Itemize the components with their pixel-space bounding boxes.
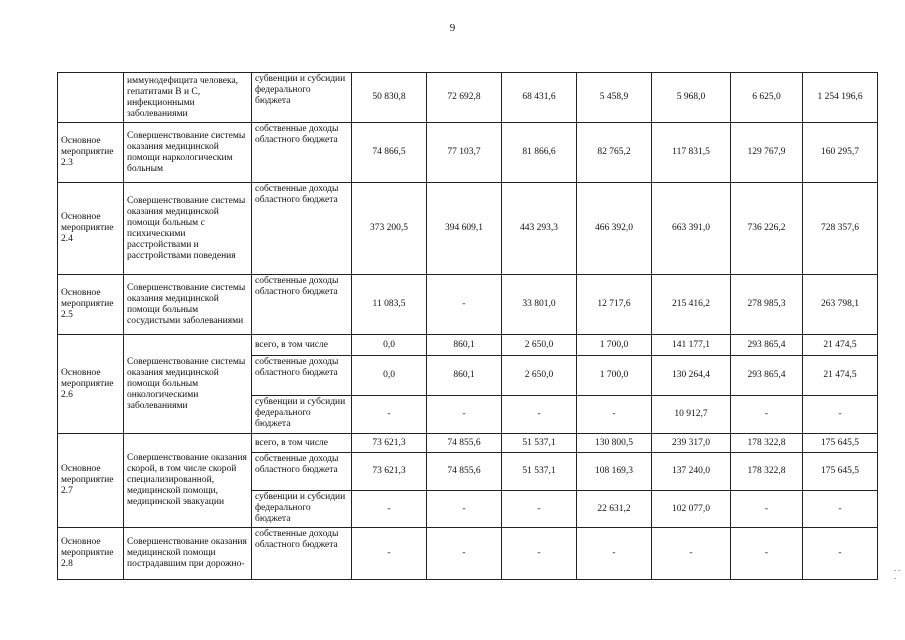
value-cell: - (577, 528, 652, 580)
activity-name: Совершенствование оказания скорой, в том числе скорой специализированной, медицинской помощи, медицинской эвакуации (124, 434, 252, 528)
value-cell: 5 968,0 (652, 73, 731, 123)
value-cell: 68 431,6 (502, 73, 577, 123)
value-cell: - (427, 275, 502, 335)
table-row (58, 275, 878, 335)
value-cell: - (427, 528, 502, 580)
funding-source: собственные доходы областного бюджета (252, 275, 352, 335)
value-cell: 74 855,6 (427, 453, 502, 491)
table-row (58, 73, 878, 123)
value-cell: 278 985,3 (731, 275, 803, 335)
value-cell: 129 767,9 (731, 123, 803, 183)
value-cell: 77 103,7 (427, 123, 502, 183)
table-row (58, 528, 878, 580)
value-cell: 130 264,4 (652, 356, 731, 396)
funding-source: всего, в том числе (252, 434, 352, 453)
value-cell: 21 474,5 (803, 356, 878, 396)
value-cell: - (731, 491, 803, 528)
value-cell: 50 830,8 (352, 73, 427, 123)
value-cell: 81 866,6 (502, 123, 577, 183)
value-cell: 10 912,7 (652, 396, 731, 434)
value-cell: 22 631,2 (577, 491, 652, 528)
activity-code: Основное мероприятие 2.5 (58, 275, 124, 335)
funding-source: субвенции и субсидии федерального бюджета (252, 73, 352, 123)
funding-source: собственные доходы областного бюджета (252, 123, 352, 183)
value-cell: 0,0 (352, 356, 427, 396)
table-row (58, 123, 878, 183)
value-cell: - (502, 491, 577, 528)
value-cell: 11 083,5 (352, 275, 427, 335)
value-cell: - (352, 396, 427, 434)
table-row (58, 434, 878, 453)
value-cell: 728 357,6 (803, 183, 878, 275)
funding-source: собственные доходы областного бюджета (252, 453, 352, 491)
funding-source: субвенции и субсидии федерального бюджета (252, 491, 352, 528)
activity-code: Основное мероприятие 2.7 (58, 434, 124, 528)
value-cell: 73 621,3 (352, 434, 427, 453)
value-cell: - (731, 528, 803, 580)
value-cell: 1 700,0 (577, 356, 652, 396)
activity-name: Совершенствование системы оказания медицинской помощи больным с психическими расстройствами и расстройствами поведения (124, 183, 252, 275)
value-cell: - (577, 396, 652, 434)
value-cell: - (427, 396, 502, 434)
value-cell: 443 293,3 (502, 183, 577, 275)
value-cell: 394 609,1 (427, 183, 502, 275)
activity-name: Совершенствование оказания медицинской помощи пострадавшим при дорожно- (124, 528, 252, 580)
value-cell: 466 392,0 (577, 183, 652, 275)
value-cell: 2 650,0 (502, 335, 577, 356)
value-cell: 108 169,3 (577, 453, 652, 491)
value-cell: 137 240,0 (652, 453, 731, 491)
activity-code (58, 73, 124, 123)
value-cell: 51 537,1 (502, 434, 577, 453)
activity-code: Основное мероприятие 2.4 (58, 183, 124, 275)
value-cell: - (803, 491, 878, 528)
value-cell: 73 621,3 (352, 453, 427, 491)
value-cell: 178 322,8 (731, 453, 803, 491)
activity-code: Основное мероприятие 2.3 (58, 123, 124, 183)
value-cell: 2 650,0 (502, 356, 577, 396)
value-cell: 239 317,0 (652, 434, 731, 453)
value-cell: - (803, 528, 878, 580)
value-cell: - (352, 491, 427, 528)
value-cell: 373 200,5 (352, 183, 427, 275)
value-cell: 215 416,2 (652, 275, 731, 335)
value-cell: - (803, 396, 878, 434)
value-cell: 293 865,4 (731, 356, 803, 396)
value-cell: 21 474,5 (803, 335, 878, 356)
value-cell: 736 226,2 (731, 183, 803, 275)
value-cell: - (652, 528, 731, 580)
value-cell: 72 692,8 (427, 73, 502, 123)
value-cell: 0,0 (352, 335, 427, 356)
table-row (58, 335, 878, 356)
value-cell: 51 537,1 (502, 453, 577, 491)
activity-name: иммунодефицита человека, гепатитами В и С, инфекционными заболеваниями (124, 73, 252, 123)
funding-source: собственные доходы областного бюджета (252, 183, 352, 275)
value-cell: 160 295,7 (803, 123, 878, 183)
table-row (58, 183, 878, 275)
value-cell: 1 700,0 (577, 335, 652, 356)
activity-code: Основное мероприятие 2.8 (58, 528, 124, 580)
value-cell: 175 645,5 (803, 453, 878, 491)
value-cell: 1 254 196,6 (803, 73, 878, 123)
funding-source: субвенции и субсидии федерального бюджета (252, 396, 352, 434)
funding-source: собственные доходы областного бюджета (252, 356, 352, 396)
value-cell: 141 177,1 (652, 335, 731, 356)
value-cell: - (427, 491, 502, 528)
budget-table (57, 72, 878, 580)
value-cell: 74 855,6 (427, 434, 502, 453)
value-cell: 293 865,4 (731, 335, 803, 356)
value-cell: 12 717,6 (577, 275, 652, 335)
margin-marks: - - - (894, 566, 901, 582)
value-cell: 5 458,9 (577, 73, 652, 123)
activity-name: Совершенствование системы оказания медицинской помощи больным онкологическими заболеваниями (124, 335, 252, 434)
value-cell: 33 801,0 (502, 275, 577, 335)
value-cell: - (731, 396, 803, 434)
value-cell: 860,1 (427, 356, 502, 396)
value-cell: 263 798,1 (803, 275, 878, 335)
value-cell: - (502, 528, 577, 580)
value-cell: 178 322,8 (731, 434, 803, 453)
value-cell: 82 765,2 (577, 123, 652, 183)
value-cell: 663 391,0 (652, 183, 731, 275)
value-cell: 102 077,0 (652, 491, 731, 528)
activity-name: Совершенствование системы оказания медицинской помощи наркологическим больным (124, 123, 252, 183)
activity-name: Совершенствование системы оказания медицинской помощи больным сосудистыми заболеваниями (124, 275, 252, 335)
value-cell: - (352, 528, 427, 580)
value-cell: 860,1 (427, 335, 502, 356)
value-cell: - (502, 396, 577, 434)
activity-code: Основное мероприятие 2.6 (58, 335, 124, 434)
funding-source: собственные доходы областного бюджета (252, 528, 352, 580)
value-cell: 74 866,5 (352, 123, 427, 183)
value-cell: 6 625,0 (731, 73, 803, 123)
funding-source: всего, в том числе (252, 335, 352, 356)
value-cell: 175 645,5 (803, 434, 878, 453)
value-cell: 117 831,5 (652, 123, 731, 183)
page-number: 9 (449, 22, 456, 34)
value-cell: 130 800,5 (577, 434, 652, 453)
